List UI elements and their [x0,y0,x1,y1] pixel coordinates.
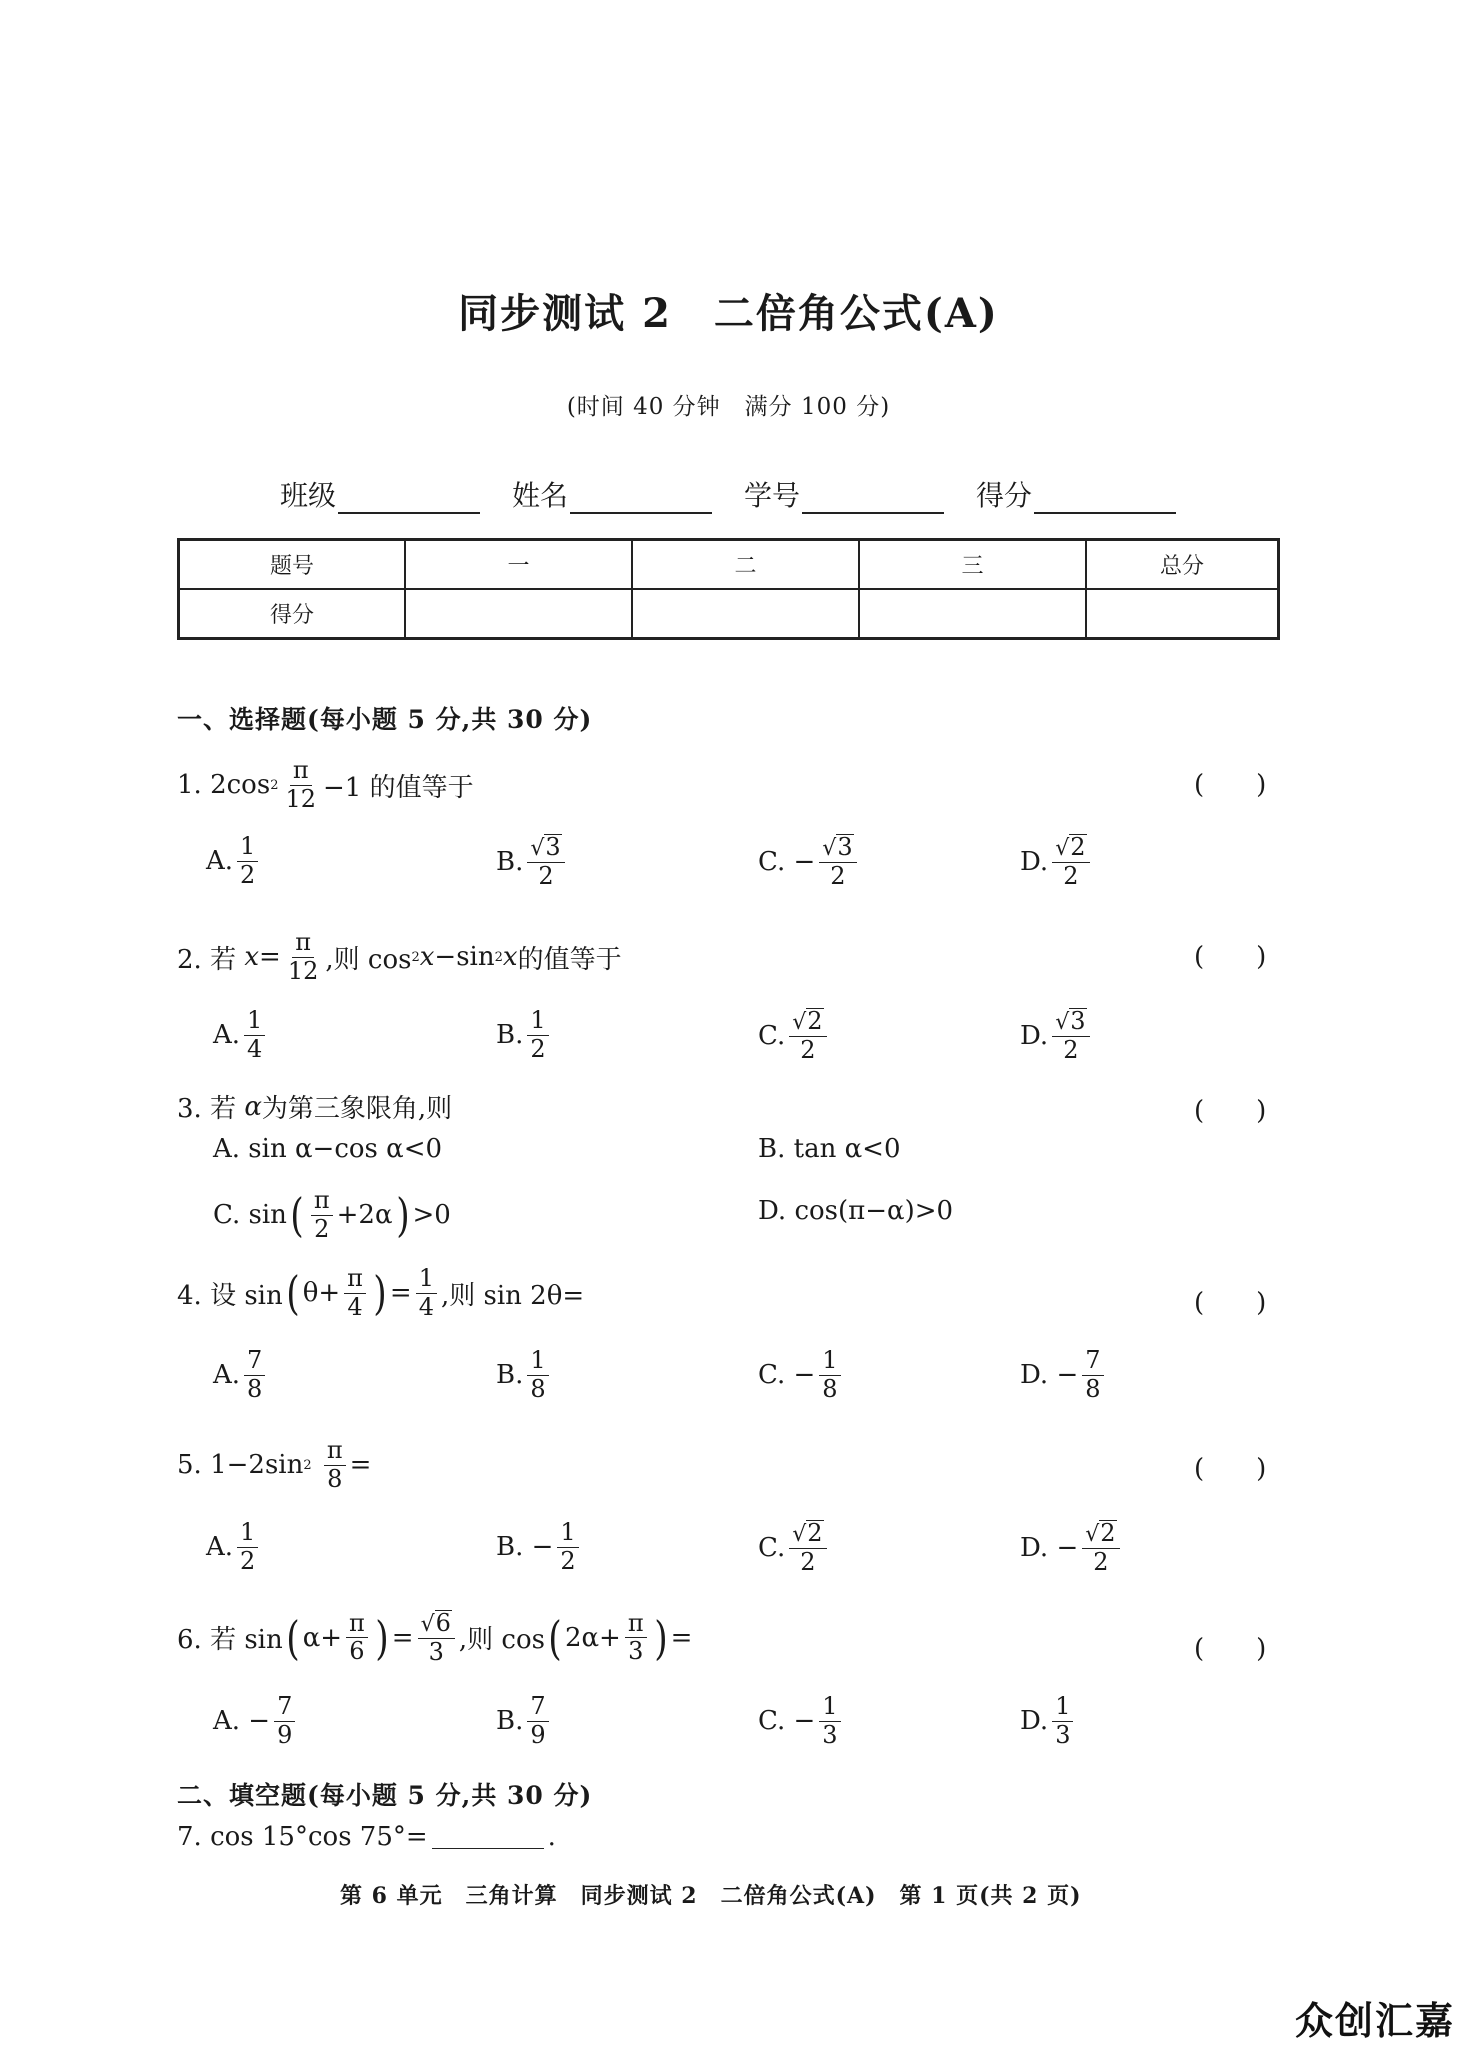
table-row [179,540,1279,590]
score-input-cell[interactable] [859,589,1086,639]
table-cell: 一 [405,540,632,590]
fraction: $\frac{\pi}{12}$ [287,928,319,985]
q4-option-c[interactable]: C. − $\frac{1}{8}$ [758,1348,845,1403]
q7-answer-blank[interactable] [432,1826,544,1849]
q6-option-d[interactable]: D. $\frac{1}{3}$ [1020,1694,1077,1749]
q6-option-a[interactable]: A. − $\frac{7}{9}$ [213,1694,299,1749]
fraction: $\frac{\pi}{12}$ [285,756,317,813]
student-id-field [744,474,944,514]
fraction: √ 2 2 [1052,834,1089,890]
class-blank[interactable] [338,482,480,514]
q5-option-b[interactable]: B. − $\frac{1}{2}$ [496,1520,583,1575]
q6-option-c[interactable]: C. − $\frac{1}{3}$ [758,1694,845,1749]
q1-text-a: 1. [177,770,202,801]
q1-option-b[interactable]: B. √ 3 2 [496,834,569,890]
q3-option-b[interactable]: B. tan α<0 [758,1134,901,1164]
q4-option-d[interactable]: D. − $\frac{7}{8}$ [1020,1348,1108,1403]
table-cell: 总分 [1086,540,1279,590]
fraction: √ 3 2 [819,834,856,890]
q6-option-b[interactable]: B. $\frac{7}{9}$ [496,1694,553,1749]
fraction: $\frac{1}{4}$ [244,1008,265,1063]
score-input-cell[interactable] [405,589,632,639]
answer-paren[interactable]: ( ) [1194,1096,1267,1126]
student-id-blank[interactable] [802,482,944,514]
fraction: √ 3 2 [1052,1008,1089,1064]
q3-option-d[interactable]: D. cos(π−α)>0 [758,1196,954,1226]
q5-option-c[interactable]: C. √ 2 2 [758,1520,831,1576]
class-field [280,474,480,514]
question-7: 7. cos 15°cos 75°= . [177,1822,556,1852]
fraction: $\frac{1}{2}$ [527,1008,548,1063]
question-4: 4. 设 sin ( θ+ $\frac{\pi}{4}$ ) = $\frac{1}{4}$ ,则 sin 2θ= [177,1264,585,1321]
table-cell: 三 [859,540,1086,590]
q3-option-a[interactable]: A. sin α−cos α<0 [213,1134,443,1164]
fraction: $\frac{\pi}{2}$ [311,1188,333,1243]
fraction: √ 2 2 [789,1520,826,1576]
score-input-cell[interactable] [632,589,859,639]
question-6: 6. 若 sin ( α+ $\frac{\pi}{6}$ ) = √ 6 3 ,则 cos ( 2α+ $\frac{\pi}{3}$ ) = [177,1608,693,1667]
fraction: $\frac{\pi}{4}$ [344,1266,366,1321]
q4-option-a[interactable]: A. $\frac{7}{8}$ [213,1348,269,1403]
name-label: 姓名 [512,479,569,512]
table-cell: 二 [632,540,859,590]
name-field [512,474,712,514]
fraction: $\frac{7}{8}$ [244,1348,265,1403]
fraction: $\frac{\pi}{3}$ [625,1611,647,1666]
table-row [179,589,1279,639]
fraction: √ 3 2 [527,834,564,890]
score-field [976,474,1176,514]
question-5: 5. 1−2sin 2 $\frac{\pi}{8}$ = [177,1436,372,1493]
q1-option-c[interactable]: C. − √ 3 2 [758,834,861,890]
q1-option-d[interactable]: D. √ 2 2 [1020,834,1094,890]
fraction: $\frac{1}{8}$ [819,1348,840,1403]
q1-sup: 2 [270,777,279,793]
fraction: $\frac{1}{4}$ [416,1266,437,1321]
fraction: $\frac{1}{2}$ [237,834,258,889]
q5-option-d[interactable]: D. − √ 2 2 [1020,1520,1124,1576]
q2-option-a[interactable]: A. $\frac{1}{4}$ [213,1008,269,1063]
fraction: $\frac{1}{2}$ [557,1520,578,1575]
answer-paren[interactable]: ( ) [1194,1454,1267,1484]
fraction: $\frac{\pi}{8}$ [324,1438,346,1493]
score-table [177,538,1280,640]
fraction: $\frac{1}{8}$ [527,1348,548,1403]
q4-option-b[interactable]: B. $\frac{1}{8}$ [496,1348,553,1403]
fraction: $\frac{1}{2}$ [237,1520,258,1575]
q2-option-b[interactable]: B. $\frac{1}{2}$ [496,1008,553,1063]
q3-option-c[interactable]: C. sin ( $\frac{\pi}{2}$ +2α ) >0 [213,1186,451,1243]
answer-paren[interactable]: ( ) [1194,1634,1267,1664]
fraction: $\frac{1}{3}$ [819,1694,840,1749]
student-id-label: 学号 [744,479,801,512]
answer-paren[interactable]: ( ) [1194,1288,1267,1318]
fraction: √ 2 2 [789,1008,826,1064]
answer-paren[interactable]: ( ) [1194,770,1267,800]
q5-option-a[interactable]: A. $\frac{1}{2}$ [206,1520,262,1575]
score-blank[interactable] [1034,482,1176,514]
table-cell: 题号 [179,540,406,590]
section-1-title: 一、选择题(每小题 5 分,共 30 分) [177,705,593,734]
score-input-cell[interactable] [1086,589,1279,639]
section-2-title: 二、填空题(每小题 5 分,共 30 分) [177,1781,593,1810]
answer-paren[interactable]: ( ) [1194,942,1267,972]
fraction: $\frac{1}{3}$ [1052,1694,1073,1749]
fraction: $\frac{7}{8}$ [1082,1348,1103,1403]
page-footer: 第 6 单元 三角计算 同步测试 2 二倍角公式(A) 第 1 页(共 2 页) [340,1883,1082,1909]
page-title: 同步测试 2 二倍角公式(A) [458,290,999,337]
class-label: 班级 [280,479,337,512]
fraction: $\frac{7}{9}$ [274,1694,295,1749]
fraction: √ 6 3 [418,1610,455,1666]
score-label: 得分 [976,479,1033,512]
question-1 [177,758,474,813]
q1-option-a[interactable]: A. $\frac{1}{2}$ [206,834,262,889]
fraction: $\frac{7}{9}$ [527,1694,548,1749]
q1-text-c: −1 的值等于 [323,772,474,803]
watermark: 众创汇嘉 [1294,1999,1455,2043]
fraction: $\frac{\pi}{6}$ [346,1611,368,1666]
fraction: √ 2 2 [1082,1520,1119,1576]
table-cell: 得分 [179,589,406,639]
question-2: 2. 若 x = $\frac{\pi}{12}$ ,则 cos 2 x −sin 2 x 的值等于 [177,928,622,985]
q2-option-d[interactable]: D. √ 3 2 [1020,1008,1094,1064]
exam-duration: (时间 40 分钟 满分 100 分) [566,394,891,420]
q2-option-c[interactable]: C. √ 2 2 [758,1008,831,1064]
name-blank[interactable] [570,482,712,514]
question-3: 3. 若 α 为第三象限角,则 [177,1091,453,1124]
q1-text-b: 2cos [210,770,271,801]
